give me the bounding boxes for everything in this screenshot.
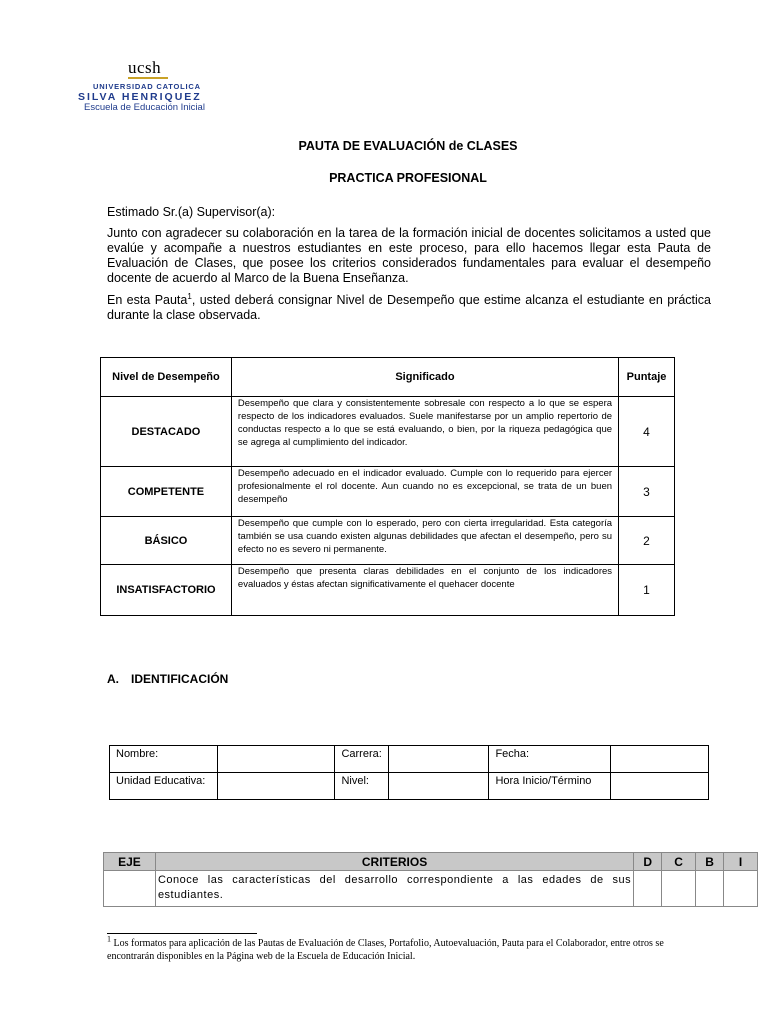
level-name: COMPETENTE xyxy=(101,467,232,517)
instruction-end: , usted deberá consignar Nivel de Desempeño que estime alcanza el estudiante en práctica durante la clase observada. xyxy=(107,293,711,322)
section-title: IDENTIFICACIÓN xyxy=(131,672,229,686)
document-title: PAUTA DE EVALUACIÓN de CLASES xyxy=(298,139,518,153)
header-b: B xyxy=(696,853,724,871)
logo-name-line: SILVA HENRIQUEZ xyxy=(78,91,202,103)
footnote-separator xyxy=(107,933,257,934)
label-carrera: Carrera: xyxy=(335,746,388,773)
identification-table xyxy=(109,745,709,800)
level-meaning: Desempeño que cumple con lo esperado, pero con cierta irregularidad. Esta categoría también se usa cuando existen algunas debilidades que afectan el desempeño, pero su efecto no es severo ni permanente. xyxy=(231,517,618,565)
header-i: I xyxy=(724,853,758,871)
header-c: C xyxy=(662,853,696,871)
field-hora[interactable] xyxy=(611,773,709,800)
eje-cell xyxy=(104,871,156,907)
level-name: BÁSICO xyxy=(101,517,232,565)
field-nombre[interactable] xyxy=(217,746,335,773)
field-carrera[interactable] xyxy=(388,746,489,773)
footnote-ref: 1 xyxy=(187,291,192,301)
header-criterios: CRITERIOS xyxy=(155,853,633,871)
instruction-start: En esta Pauta xyxy=(107,293,188,307)
label-unidad-educativa: Unidad Educativa: xyxy=(110,773,218,800)
header-significado: Significado xyxy=(231,358,618,397)
logo-ucsh-text: ucsh xyxy=(128,58,162,77)
score-c-cell[interactable] xyxy=(662,871,696,907)
level-score: 1 xyxy=(619,565,675,616)
section-number: A. xyxy=(107,672,119,686)
document-subtitle: PRACTICA PROFESIONAL xyxy=(329,171,487,185)
level-meaning: Desempeño adecuado en el indicador evaluado. Cumple con lo requerido para ejercer profesionalmente el rol docente. Aun cuando no es excepcional, se trata de un buen desempeño xyxy=(231,467,618,517)
score-b-cell[interactable] xyxy=(696,871,724,907)
logo-university-line: UNIVERSIDAD CATOLICA xyxy=(93,82,201,91)
footnote-mark: 1 xyxy=(107,934,111,944)
score-d-cell[interactable] xyxy=(634,871,662,907)
level-name: DESTACADO xyxy=(101,397,232,467)
level-meaning: Desempeño que clara y consistentemente sobresale con respecto a lo que se espera respecto de los indicadores evaluados. Suele manifestarse por un amplio repertorio de conductas respecto a lo que se está evaluando, o bien, por la riqueza pedagógica que se agrega al cumplimiento del indicador. xyxy=(231,397,618,467)
level-name: INSATISFACTORIO xyxy=(101,565,232,616)
header-d: D xyxy=(634,853,662,871)
header-puntaje: Puntaje xyxy=(619,358,675,397)
label-fecha: Fecha: xyxy=(489,746,611,773)
logo-bar xyxy=(128,77,168,79)
field-fecha[interactable] xyxy=(611,746,709,773)
level-score: 4 xyxy=(619,397,675,467)
section-a-heading xyxy=(107,672,228,686)
label-nombre: Nombre: xyxy=(110,746,218,773)
logo xyxy=(128,58,161,78)
score-i-cell[interactable] xyxy=(724,871,758,907)
label-hora: Hora Inicio/Término xyxy=(489,773,611,800)
level-score: 2 xyxy=(619,517,675,565)
criteria-table xyxy=(103,852,758,907)
instruction-paragraph xyxy=(107,293,711,323)
greeting: Estimado Sr.(a) Supervisor(a): xyxy=(107,205,276,219)
footnote-text: Los formatos para aplicación de las Pautas de Evaluación de Clases, Portafolio, Autoevaluación, Pauta para el Colaborador, entre otros se encontrarán disponibles en la Página web de la Escuela de Educación Inicial. xyxy=(107,938,664,962)
header-nivel: Nivel de Desempeño xyxy=(101,358,232,397)
performance-levels-table xyxy=(100,357,675,616)
level-meaning: Desempeño que presenta claras debilidades en el conjunto de los indicadores evaluados y éstas afectan significativamente el quehacer docente xyxy=(231,565,618,616)
logo-school-line: Escuela de Educación Inicial xyxy=(84,102,205,113)
field-unidad-educativa[interactable] xyxy=(217,773,335,800)
footnote xyxy=(107,934,667,963)
header-eje: EJE xyxy=(104,853,156,871)
label-nivel: Nivel: xyxy=(335,773,388,800)
level-score: 3 xyxy=(619,467,675,517)
criterion-text: Conoce las características del desarrollo correspondiente a las edades de sus estudiantes. xyxy=(155,871,633,907)
intro-paragraph: Junto con agradecer su colaboración en la tarea de la formación inicial de docentes solicitamos a usted que evalúe y acompañe a nuestros estudiantes en este proceso, para ello hacemos llegar esta Pauta de Evaluación de Clases, que posee los criterios considerados fundamentales para evaluar el desempeño docente de acuerdo al Marco de la Buena Enseñanza. xyxy=(107,226,711,285)
field-nivel[interactable] xyxy=(388,773,489,800)
